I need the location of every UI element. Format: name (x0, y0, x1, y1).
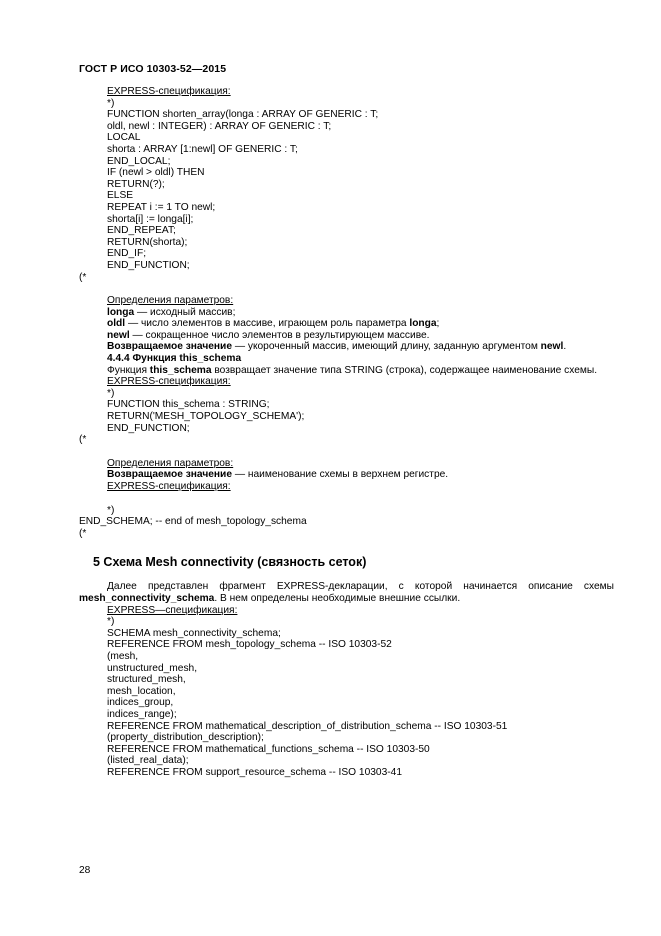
express-spec-label: EXPRESS-спецификация: (107, 86, 231, 97)
subsection-heading-444: 4.4.4 Функция this_schema (107, 353, 242, 365)
express-spec-label: EXPRESS-спецификация: (107, 376, 231, 388)
code-line: *) (107, 616, 115, 628)
express-spec-label: EXPRESS-спецификация: (107, 481, 231, 492)
code-line: indices_group, (107, 697, 174, 709)
code-line: ELSE (107, 190, 134, 202)
code-line: oldl, newl : INTEGER) : ARRAY OF GENERIC : T; (107, 120, 332, 132)
subsection-text-444: Функция this_schema возвращает значение типа STRING (строка), содержащее наименование схемы. (107, 364, 598, 376)
param-return-value: Возвращаемое значение — укороченный массив, имеющий длину, заданную аргументом newl. (107, 341, 567, 353)
code-line: END_FUNCTION; (107, 422, 190, 434)
code-block-mesh-connectivity (79, 616, 614, 778)
code-line: REPEAT i := 1 TO newl; (107, 201, 216, 213)
code-line: END_FUNCTION; (107, 259, 190, 271)
comment-open-marker: (* (79, 271, 87, 283)
section-5-intro: Далее представлен фрагмент EXPRESS-декларации, с которой начинается описание схемы mesh_connectivity_schema. В нем определены необходимые внешние ссылки. (79, 581, 614, 604)
code-line: FUNCTION shorten_array(longa : ARRAY OF GENERIC : T; (107, 109, 379, 121)
code-line: RETURN(shorta); (107, 236, 188, 248)
code-line: structured_mesh, (107, 674, 186, 686)
page-content (79, 86, 614, 778)
code-line: *) (107, 97, 115, 109)
code-line: FUNCTION this_schema : STRING; (107, 399, 270, 411)
code-line: SCHEMA mesh_connectivity_schema; (107, 627, 281, 639)
code-line: REFERENCE FROM mesh_topology_schema -- ISO 10303-52 (107, 639, 392, 651)
section-heading-5: 5 Схема Mesh connectivity (связность сеток) (93, 555, 367, 570)
code-line: END_IF; (107, 248, 147, 260)
code-line: RETURN('MESH_TOPOLOGY_SCHEMA'); (107, 411, 305, 423)
comment-open-marker: (* (79, 434, 87, 446)
code-line: shorta : ARRAY [1:newl] OF GENERIC : T; (107, 143, 298, 155)
page-number: 28 (79, 865, 91, 876)
express-spec-label: EXPRESS—спецификация: (107, 604, 238, 616)
code-line: mesh_location, (107, 685, 176, 697)
code-line: shorta[i] := longa[i]; (107, 213, 194, 225)
param-definitions-label: Определения параметров: (107, 295, 234, 307)
code-line: REFERENCE FROM mathematical_description_of_distribution_schema -- ISO 10303-51 (107, 720, 508, 732)
code-line: RETURN(?); (107, 178, 165, 190)
code-line: REFERENCE FROM support_resource_schema -- ISO 10303-41 (107, 766, 402, 778)
param-definitions-label: Определения параметров: (107, 457, 234, 469)
param-newl: newl — сокращенное число элементов в результирующем массиве. (107, 329, 430, 341)
param-oldl: oldl — число элементов в массиве, играющем роль параметра longa; (107, 318, 440, 330)
code-line: END_LOCAL; (107, 155, 171, 167)
code-line: IF (newl > oldl) THEN (107, 167, 205, 179)
param-longa: longa — исходный массив; (107, 306, 236, 318)
code-line: (mesh, (107, 650, 139, 662)
comment-open-marker: (* (79, 527, 87, 539)
code-line: *) (107, 387, 115, 399)
code-line: (property_distribution_description); (107, 732, 264, 744)
code-line: REFERENCE FROM mathematical_functions_schema -- ISO 10303-50 (107, 743, 430, 755)
code-block-this-schema (79, 388, 614, 434)
end-schema-line: END_SCHEMA; -- end of mesh_topology_schema (79, 516, 307, 528)
code-line: END_REPEAT; (107, 225, 176, 237)
code-line: unstructured_mesh, (107, 662, 198, 674)
comment-close-marker: *) (107, 504, 115, 516)
code-line: (listed_real_data); (107, 755, 189, 767)
code-block-shorten-array (79, 98, 614, 272)
param-return-value: Возвращаемое значение — наименование схемы в верхнем регистре. (107, 469, 449, 481)
code-line: LOCAL (107, 132, 141, 144)
document-header: ГОСТ Р ИСО 10303-52—2015 (79, 63, 227, 75)
code-line: indices_range); (107, 708, 177, 720)
